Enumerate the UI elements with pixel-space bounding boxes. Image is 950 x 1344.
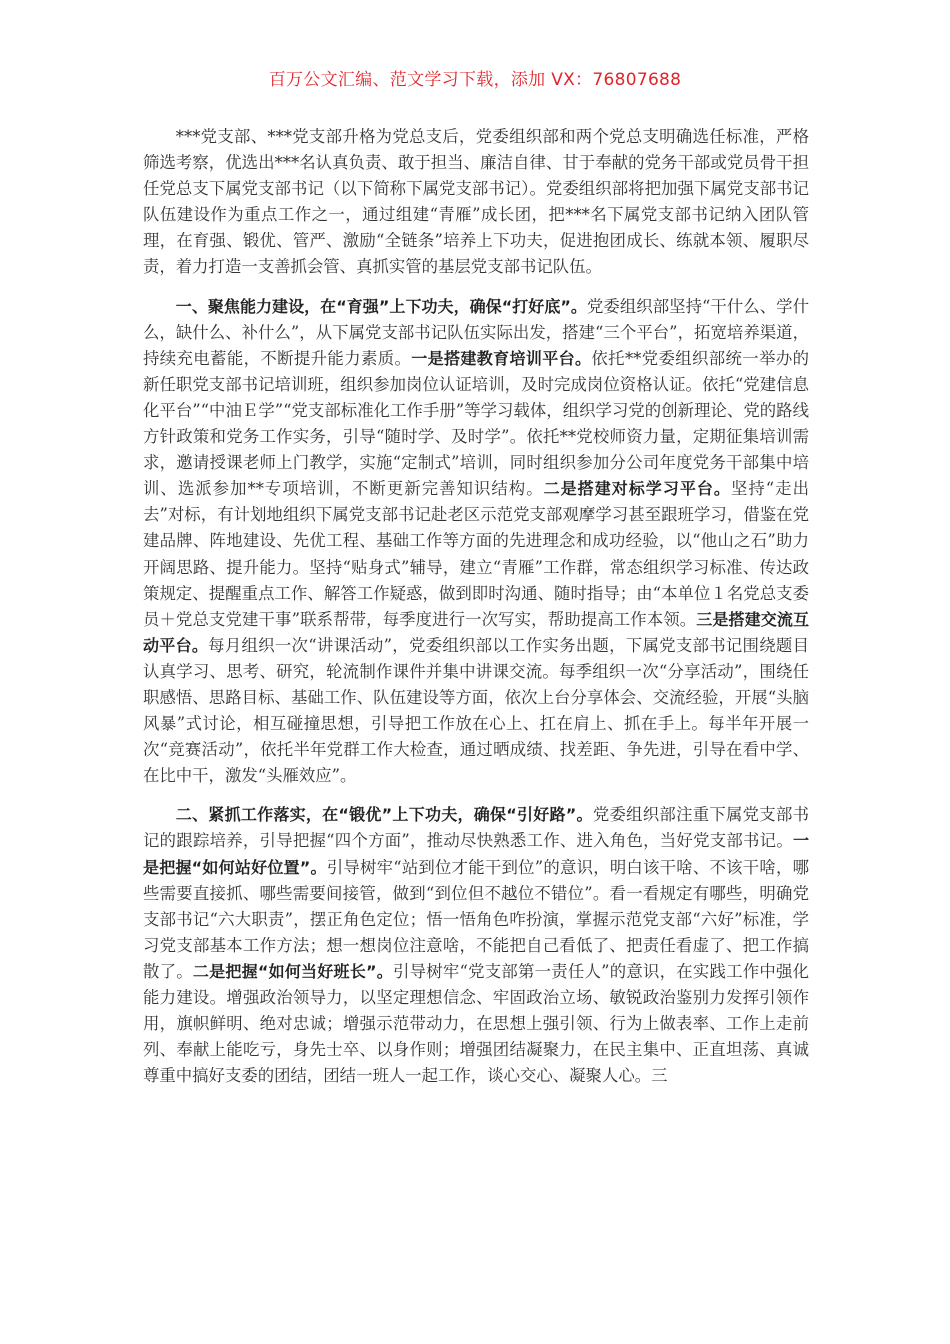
- document-body: [143, 124, 809, 1089]
- section-two-point-1-text: 引导树牢“站到位才能干到位”的意识，明白该干啥、不该干啥，哪些需要直接抓、哪些需要间接管，做到“到位但不越位不错位”。看一看规定有哪些，明确党支部书记“六大职责”，摆正角色定位；悟一悟角色咋扮演，掌握示范党支部“六好”标准，学习党支部基本工作方法；想一想岗位注意啥，不能把自己看低了、把责任看虚了、把工作搞散了。: [143, 857, 809, 981]
- section-two-paragraph: [143, 802, 809, 1089]
- intro-text: ***党支部、***党支部升格为党总支后，党委组织部和两个党总支明确选任标准，严格筛选考察，优选出***名认真负责、敢于担当、廉洁自律、甘于奉献的党务干部或党员骨干担任党总支下属党支部书记（以下简称下属党支部书记）。党委组织部将把加强下属党支部书记队伍建设作为重点工作之一，通过组建“青雁”成长团，把***名下属党支部书记纳入团队管理，在育强、锻优、管严、激励“全链条”培养上下功夫，促进抱团成长、练就本领、履职尽责，着力打造一支善抓会管、真抓实管的基层党支部书记队伍。: [143, 127, 809, 277]
- section-two-point-1-heading: 一是把握“如何站好位置”。: [143, 831, 809, 877]
- section-one-paragraph: [143, 294, 809, 790]
- section-one-text: 党委组织部坚持“干什么、学什么，缺什么、补什么”，从下属党支部书记队伍实际出发，搭建“三个平台”，拓宽培养渠道，持续充电蓄能，不断提升能力素质。: [143, 296, 809, 368]
- watermark-header: 百万公文汇编、范文学习下载，添加 VX：76807688: [268, 70, 682, 90]
- section-two-text: 党委组织部注重下属党支部书记的跟踪培养，引导把握“四个方面”，推动尽快熟悉工作、进入角色，当好党支部书记。: [143, 805, 809, 851]
- section-one-point-1-text: 依托**党委组织部统一举办的新任职党支部书记培训班，组织参加岗位认证培训，及时完成岗位资格认证。依托“党建信息化平台”“中油Ｅ学”“党支部标准化工作手册”等学习载体，组织学习党的创新理论、党的路线方针政策和党务工作实务，引导“随时学、及时学”。依托**党校师资力量，定期征集培训需求，邀请授课老师上门教学，实施“定制式”培训，同时组织参加分公司年度党务干部集中培训、选派参加**专项培训，不断更新完善知识结构。: [143, 348, 809, 499]
- section-two-point-2-heading: 二是把握“如何当好班长”。: [192, 961, 393, 981]
- intro-paragraph: [143, 124, 809, 281]
- section-two-point-2-text: 引导树牢“党支部第一责任人”的意识，在实践工作中强化能力建设。增强政治领导力，以坚定理想信念、牢固政治立场、敏锐政治鉴别力发挥引领作用，旗帜鲜明、绝对忠诚；增强示范带动力，在思想上强引领、行为上做表率、工作上走前列、奉献上能吃亏，身先士卒、以身作则；增强团结凝聚力，在民主集中、正直坦荡、真诚尊重中搞好支委的团结，团结一班人一起工作，谈心交心、凝聚人心。三: [143, 961, 809, 1086]
- section-one-point-3-heading: 三是搭建交流互动平台。: [143, 609, 809, 655]
- section-one-point-1-heading: 一是搭建教育培训平台。: [411, 348, 592, 368]
- section-one-heading: 一、聚焦能力建设，在“育强”上下功夫，确保“打好底”。: [175, 296, 587, 316]
- section-one-point-3-text: 每月组织一次“讲课活动”，党委组织部以工作实务出题，下属党支部书记围绕题目认真学习、思考、研究，轮流制作课件并集中讲课交流。每季组织一次“分享活动”，围绕任职感悟、思路目标、基础工作、队伍建设等方面，依次上台分享体会、交流经验，开展“头脑风暴”式讨论，相互碰撞思想，引导把工作放在心上、扛在肩上、抓在手上。每半年开展一次“竞赛活动”，依托半年党群工作大检查，通过晒成绩、找差距、争先进，引导在看中学、在比中干，激发“头雁效应”。: [143, 635, 809, 786]
- section-one-point-2-heading: 二是搭建对标学习平台。: [543, 479, 731, 499]
- section-two-heading: 二、紧抓工作落实，在“锻优”上下功夫，确保“引好路”。: [175, 805, 593, 825]
- section-one-point-2-text: 坚持“走出去”对标，有计划地组织下属党支部书记赴老区示范党支部观摩学习甚至跟班学习，借鉴在党建品牌、阵地建设、先优工程、基础工作等方面的先进理念和成功经验，以“他山之石”助力开阔思路、提升能力。坚持“贴身式”辅导，建立“青雁”工作群，常态组织学习标准、传达政策规定、提醒重点工作、解答工作疑惑，做到即时沟通、随时指导；由“本单位１名党总支委员＋党总支党建干事”联系帮带，每季度进行一次写实，帮助提高工作本领。: [143, 479, 809, 629]
